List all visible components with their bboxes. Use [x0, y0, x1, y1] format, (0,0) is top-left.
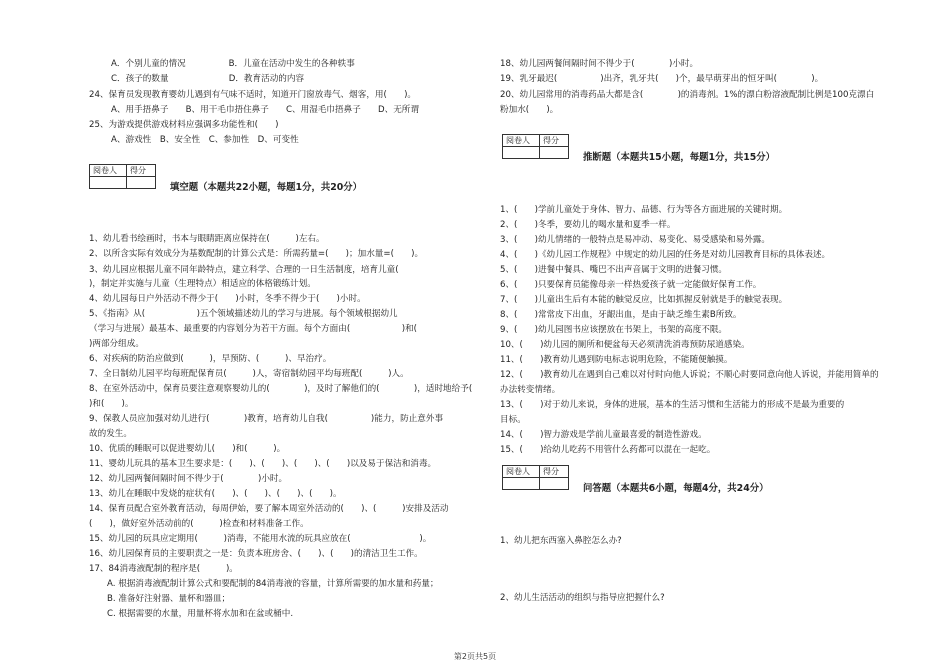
option-line: A、用手捂鼻子 B、用干毛巾捂住鼻子 C、用湿毛巾捂鼻子 D、无所谓: [111, 105, 419, 115]
fill-question: 1、幼儿看书绘画时，书本与眼睛距离应保持在( )左右。: [89, 234, 325, 244]
judge-question: 12、( )教育幼儿在遇到自己难以对付时向他人诉说；不顺心时要同意向他人诉说，并能用简单的: [500, 370, 879, 380]
section-title-qa: 问答题（本题共6小题，每题4分，共24分）: [583, 483, 769, 494]
score-table: [89, 164, 156, 189]
score-cell: [540, 478, 569, 490]
fill-question: 故的发生。: [89, 429, 132, 439]
judge-question: 9、( )幼儿园图书应该摆放在书架上，书架的高度不限。: [500, 325, 728, 335]
option-line: A. 根据消毒液配制计算公式和要配制的84消毒液的容量，计算所需要的加水量和药量；: [107, 579, 439, 589]
fill-question: 9、保教人员应加强对幼儿进行( )教育，培育幼儿自我( )能力，防止意外事: [89, 414, 444, 424]
option-line: C．孩子的数量 D．教育活动的内容: [111, 74, 305, 84]
score-table: [502, 465, 569, 490]
reviewer-cell: [90, 177, 127, 189]
section-title-fill: 填空题（本题共22小题，每题1分，共20分）: [170, 182, 362, 193]
option-line: B. 准备好注射器、量杯和器皿；: [107, 594, 231, 604]
fill-question: 14、保育员配合室外教育活动，每周伊始，要了解本周室外活动的( )、( )安排及活动: [89, 504, 449, 514]
qa-question: 2、幼儿生活活动的组织与指导应把握什么?: [500, 593, 665, 603]
fill-question: 16、幼儿园保育员的主要职责之一是：负责本班房舍、( )、( )的清洁卫生工作。: [89, 549, 423, 559]
reviewer-label: 阅卷人: [503, 135, 540, 147]
judge-question: 13、( )对于幼儿来说，身体的进展，基本的生活习惯和生活能力的形成不是最为重要的: [500, 400, 845, 410]
judge-question: 6、( )只要保育员能像母亲一样热爱孩子就一定能做好保育工作。: [500, 280, 762, 290]
score-label: 得分: [540, 135, 569, 147]
fill-question: 10、优质的睡眠可以促进婴幼儿( )和( )。: [89, 444, 286, 454]
judge-question: 2、( )冬季，要幼儿的喝水量和夏季一样。: [500, 220, 676, 230]
judge-question: 办法转变情绪。: [500, 385, 561, 395]
fill-question: 8、在室外活动中，保育员要注意观察婴幼儿的( )，及时了解他们的( )，适时地给予(: [89, 384, 473, 394]
section-title-judge: 推断题（本题共15小题，每题1分，共15分）: [583, 152, 775, 163]
score-table: [502, 134, 569, 159]
fill-question: 3、幼儿园应根据儿童不同年龄特点，建立科学、合理的一日生活制度，培育儿童(: [89, 265, 399, 275]
judge-question: 15、( )给幼儿吃药不用管什么药都可以混在一起吃。: [500, 445, 716, 455]
score-label: 得分: [540, 466, 569, 478]
judge-question: 7、( )儿童出生后有本能的触觉反应，比如抓握反射就是手的触觉表现。: [500, 295, 788, 305]
fill-question: 4、幼儿园每日户外活动不得少于( )小时，冬季不得少于( )小时。: [89, 294, 366, 304]
score-cell: [540, 147, 569, 159]
fill-question: 12、幼儿园两餐间隔时间不得少于( )小时。: [89, 474, 288, 484]
fill-question: 5、《指南》从( )五个领域描述幼儿的学习与进展。每个领域根据幼儿: [89, 309, 398, 319]
fill-question: 15、幼儿园的玩具应定期用( )消毒，不能用水流的玩具应放在( )。: [89, 534, 432, 544]
page-number: 第2页共5页: [453, 652, 497, 661]
question-24: 24、保育员发现教育婴幼儿遇到有气味不适时，知道开门窗放毒气、烟客，用( )。: [89, 90, 417, 100]
fill-question: )和( )。: [89, 399, 134, 409]
judge-question: 10、( )幼儿园的厕所和便盆每天必须清洗消毒预防尿道感染。: [500, 340, 750, 350]
reviewer-cell: [503, 147, 540, 159]
fill-question: 17、84消毒液配制的程序是( )。: [89, 564, 238, 574]
question-19: 19、乳牙最迟( )出齐，乳牙共( )个，最早萌芽出的恒牙叫( )。: [500, 74, 824, 84]
judge-question: 8、( )常常皮下出血，牙龈出血，是由于缺乏维生素B所致。: [500, 310, 742, 320]
reviewer-label: 阅卷人: [503, 466, 540, 478]
question-20-cont: 粉加水( )。: [500, 105, 559, 115]
score-cell: [127, 177, 156, 189]
fill-question: 6、对疾病的防治应做到( )，早预防、( )、早治疗。: [89, 354, 332, 364]
judge-question: 5、( )进餐中餐具、嘴巴不出声音属于文明的进餐习惯。: [500, 265, 728, 275]
judge-question: 目标。: [500, 415, 526, 425]
question-25: 25、为游戏提供游戏材料应强调多功能性和( ): [89, 120, 279, 130]
score-label: 得分: [127, 165, 156, 177]
question-20: 20、幼儿园常用的消毒药品大都是含( )的消毒剂。1%的漂白粉溶液配制比例是100克漂白: [500, 90, 875, 100]
reviewer-label: 阅卷人: [90, 165, 127, 177]
judge-question: 3、( )幼儿情绪的一般特点是易冲动、易变化、易受感染和易外露。: [500, 235, 770, 245]
question-18: 18、幼儿园两餐间隔时间不得少于( )小时。: [500, 59, 699, 69]
fill-question: )两部分组成。: [89, 339, 144, 349]
fill-question: 7、全日制幼儿园平均每班配保育员( )人，寄宿制幼园平均每班配( )人。: [89, 369, 409, 379]
judge-question: 14、( )智力游戏是学前儿童最喜爱的制造性游戏。: [500, 430, 707, 440]
fill-question: 2、以所含实际有效成分为基数配制的计算公式是：所需药量=( )；加水量=( )。: [89, 249, 424, 259]
option-line: C. 根据需要的水量，用量杯将水加和在盆或桶中.: [107, 609, 294, 619]
option-line: A、游戏性 B、安全性 C、参加性 D、可变性: [111, 135, 299, 145]
reviewer-cell: [503, 478, 540, 490]
judge-question: 1、( )学前儿童处于身体、智力、品德、行为等各方面进展的关键时期。: [500, 205, 788, 215]
judge-question: 4、( )《幼儿园工作规程》中规定的幼儿园的任务是对幼儿园教育目标的具体表述。: [500, 250, 831, 260]
fill-question: ( )，做好室外活动前的( )检查和材料准备工作。: [89, 519, 309, 529]
fill-question: )，制定并实施与儿童（生理特点）相适应的体格锻练计划。: [89, 279, 316, 289]
qa-question: 1、幼儿把东西塞入鼻腔怎么办?: [500, 536, 622, 546]
judge-question: 11、( )教育幼儿遇到防电标志说明危险，不能随便触摸。: [500, 355, 733, 365]
fill-question: （学习与进展）最基本、最重要的内容划分为若干方面。每个方面由( )和(: [89, 324, 418, 334]
fill-question: 11、婴幼儿玩具的基本卫生要求是：( )、( )、( )、( )以及易于保洁和消毒。: [89, 459, 437, 469]
fill-question: 13、幼儿在睡眠中发烧的症状有( )、( )、( )、( )。: [89, 489, 342, 499]
option-line: A．个别儿童的情况 B．儿童在活动中发生的各种轶事: [111, 59, 355, 69]
